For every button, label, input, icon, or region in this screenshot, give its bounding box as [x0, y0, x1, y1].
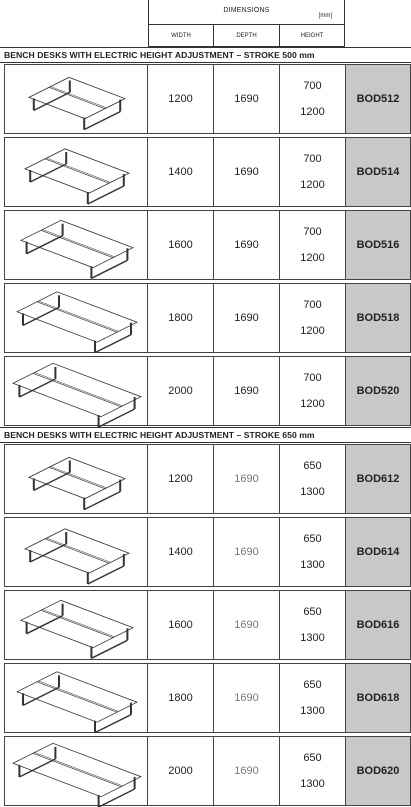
product-code-cell — [346, 736, 411, 806]
depth-value: 1690 — [234, 546, 259, 558]
width-value: 1600 — [168, 619, 193, 631]
table-row — [4, 736, 411, 806]
bench-desk-icon — [5, 591, 149, 661]
depth-cell — [214, 137, 280, 207]
product-image-cell — [4, 137, 148, 207]
depth-value: 1690 — [234, 765, 259, 777]
bench-desk-icon — [5, 138, 149, 208]
table-row — [4, 137, 411, 207]
depth-value: 1690 — [234, 619, 259, 631]
product-image-cell — [4, 210, 148, 280]
col-height-header: HEIGHT — [300, 33, 324, 39]
width-cell — [148, 736, 214, 806]
height-cell — [280, 590, 346, 660]
height-max-value: 1200 — [300, 398, 325, 410]
section-title: BENCH DESKS WITH ELECTRIC HEIGHT ADJUSTMENT – STROKE 500 mm — [4, 50, 315, 60]
dimensions-title: DIMENSIONS — [149, 0, 344, 25]
product-image-cell — [4, 663, 148, 733]
width-cell — [148, 517, 214, 587]
width-value: 1800 — [168, 312, 193, 324]
product-image-cell — [4, 517, 148, 587]
product-code-cell — [346, 590, 411, 660]
height-cell — [280, 210, 346, 280]
height-cell — [280, 444, 346, 514]
depth-value: 1690 — [234, 239, 259, 251]
section-divider — [0, 62, 411, 63]
width-value: 1600 — [168, 239, 193, 251]
depth-value: 1690 — [234, 166, 259, 178]
table-row — [4, 663, 411, 733]
product-code: BOD514 — [356, 166, 400, 178]
height-max-value: 1300 — [300, 778, 325, 790]
width-cell — [148, 137, 214, 207]
depth-cell — [214, 210, 280, 280]
col-depth-header: DEPTH — [214, 25, 280, 47]
height-cell — [280, 283, 346, 353]
depth-cell — [214, 64, 280, 134]
table-row — [4, 444, 411, 514]
height-cell — [280, 64, 346, 134]
section-divider — [0, 427, 411, 428]
table-row — [4, 356, 411, 426]
bench-desk-icon — [5, 664, 149, 734]
width-value: 1400 — [168, 546, 193, 558]
product-code: BOD620 — [356, 765, 400, 777]
height-max-value: 1200 — [300, 179, 325, 191]
height-cell — [280, 663, 346, 733]
depth-value: 1690 — [234, 473, 259, 485]
dimensions-columns — [149, 25, 344, 47]
table-row — [4, 283, 411, 353]
height-min-value: 700 — [303, 299, 322, 311]
width-cell — [148, 283, 214, 353]
height-cell — [280, 517, 346, 587]
depth-value: 1690 — [234, 385, 259, 397]
table-row — [4, 590, 411, 660]
width-value: 1400 — [168, 166, 193, 178]
height-max-value: 1200 — [300, 252, 325, 264]
product-code: BOD518 — [356, 312, 400, 324]
product-code-cell — [346, 283, 411, 353]
product-image-cell — [4, 64, 148, 134]
height-max-value: 1300 — [300, 486, 325, 498]
section-divider — [0, 47, 411, 48]
product-code-cell — [346, 517, 411, 587]
product-code-cell — [346, 663, 411, 733]
product-code: BOD612 — [356, 473, 400, 485]
product-image-cell — [4, 736, 148, 806]
bench-desk-icon — [5, 445, 149, 515]
height-min-value: 700 — [303, 226, 322, 238]
dimensions-header — [148, 0, 345, 47]
product-code-cell — [346, 137, 411, 207]
table-row — [4, 517, 411, 587]
table-row — [4, 210, 411, 280]
height-min-value: 700 — [303, 80, 322, 92]
depth-cell — [214, 444, 280, 514]
product-code: BOD516 — [356, 239, 400, 251]
bench-desk-icon — [5, 518, 149, 588]
height-min-value: 650 — [303, 679, 322, 691]
product-code: BOD520 — [356, 385, 400, 397]
width-cell — [148, 444, 214, 514]
width-cell — [148, 663, 214, 733]
section-title: BENCH DESKS WITH ELECTRIC HEIGHT ADJUSTMENT – STROKE 650 mm — [4, 430, 315, 440]
width-value: 1800 — [168, 692, 193, 704]
product-code-cell — [346, 356, 411, 426]
width-cell — [148, 356, 214, 426]
table-row — [4, 64, 411, 134]
depth-value: 1690 — [234, 692, 259, 704]
depth-cell — [214, 283, 280, 353]
height-min-value: 700 — [303, 372, 322, 384]
width-value: 2000 — [168, 385, 193, 397]
product-code: BOD512 — [356, 93, 400, 105]
height-max-value: 1200 — [300, 325, 325, 337]
height-min-value: 650 — [303, 752, 322, 764]
product-code: BOD616 — [356, 619, 400, 631]
col-width-header: WIDTH — [149, 25, 214, 47]
height-min-value: 700 — [303, 153, 322, 165]
product-code: BOD618 — [356, 692, 400, 704]
width-value: 2000 — [168, 765, 193, 777]
product-code-cell — [346, 210, 411, 280]
width-cell — [148, 590, 214, 660]
product-code: BOD614 — [356, 546, 400, 558]
width-value: 1200 — [168, 93, 193, 105]
product-code-cell — [346, 64, 411, 134]
height-max-value: 1300 — [300, 559, 325, 571]
depth-cell — [214, 663, 280, 733]
height-cell — [280, 137, 346, 207]
bench-desk-icon — [5, 65, 149, 135]
height-max-value: 1300 — [300, 632, 325, 644]
height-max-value: 1200 — [300, 106, 325, 118]
unit-label: [mm] — [318, 13, 332, 19]
width-cell — [148, 64, 214, 134]
product-image-cell — [4, 356, 148, 426]
product-image-cell — [4, 444, 148, 514]
bench-desk-icon — [5, 357, 149, 427]
product-code-cell — [346, 444, 411, 514]
height-max-value: 1300 — [300, 705, 325, 717]
width-cell — [148, 210, 214, 280]
height-min-value: 650 — [303, 460, 322, 472]
bench-desk-icon — [5, 211, 149, 281]
width-value: 1200 — [168, 473, 193, 485]
height-min-value: 650 — [303, 606, 322, 618]
height-cell — [280, 356, 346, 426]
height-cell — [280, 736, 346, 806]
height-min-value: 650 — [303, 533, 322, 545]
depth-cell — [214, 590, 280, 660]
depth-cell — [214, 356, 280, 426]
depth-value: 1690 — [234, 93, 259, 105]
bench-desk-icon — [5, 737, 149, 807]
depth-cell — [214, 517, 280, 587]
depth-cell — [214, 736, 280, 806]
bench-desk-icon — [5, 284, 149, 354]
product-image-cell — [4, 590, 148, 660]
section-divider — [0, 442, 411, 443]
product-image-cell — [4, 283, 148, 353]
depth-value: 1690 — [234, 312, 259, 324]
